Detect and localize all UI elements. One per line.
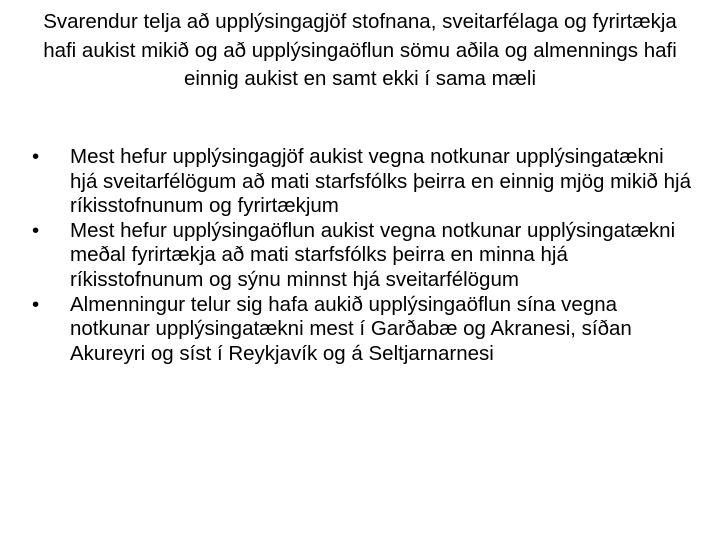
bullet-text: Mest hefur upplýsingagjöf aukist vegna notkunar upplýsingatækni hjá sveitarfélögum að mati starfsfólks þeirra en einnig mjög mikið hjá ríkisstofnunum og fyrirtækjum bbox=[70, 145, 691, 218]
bullet-item bbox=[32, 145, 692, 219]
bullet-text: Almenningur telur sig hafa aukið upplýsingaöflun sína vegna notkunar upplýsingatækni mest í Garðabæ og Akranesi, síðan Akureyri og síst í Reykjavík og á Seltjarnarnesi bbox=[70, 292, 632, 365]
slide-title: Svarendur telja að upplýsingagjöf stofnana, sveitarfélaga og fyrirtækja hafi aukist mikið og að upplýsingaöflun sömu aðila og almennings hafi einnig aukist en samt ekki í sama mæli bbox=[43, 10, 677, 90]
bullet-item bbox=[32, 293, 692, 367]
bullet-icon: • bbox=[32, 218, 40, 242]
bullet-item bbox=[32, 219, 692, 293]
bullet-list bbox=[32, 145, 692, 366]
bullet-icon: • bbox=[32, 292, 40, 316]
bullet-text: Mest hefur upplýsingaöflun aukist vegna notkunar upplýsingatækni meðal fyrirtækja að mati starfsfólks þeirra en minna hjá ríkisstofnunum og sýnu minnst hjá sveitarfélögum bbox=[70, 218, 676, 291]
bullet-icon: • bbox=[32, 145, 40, 168]
